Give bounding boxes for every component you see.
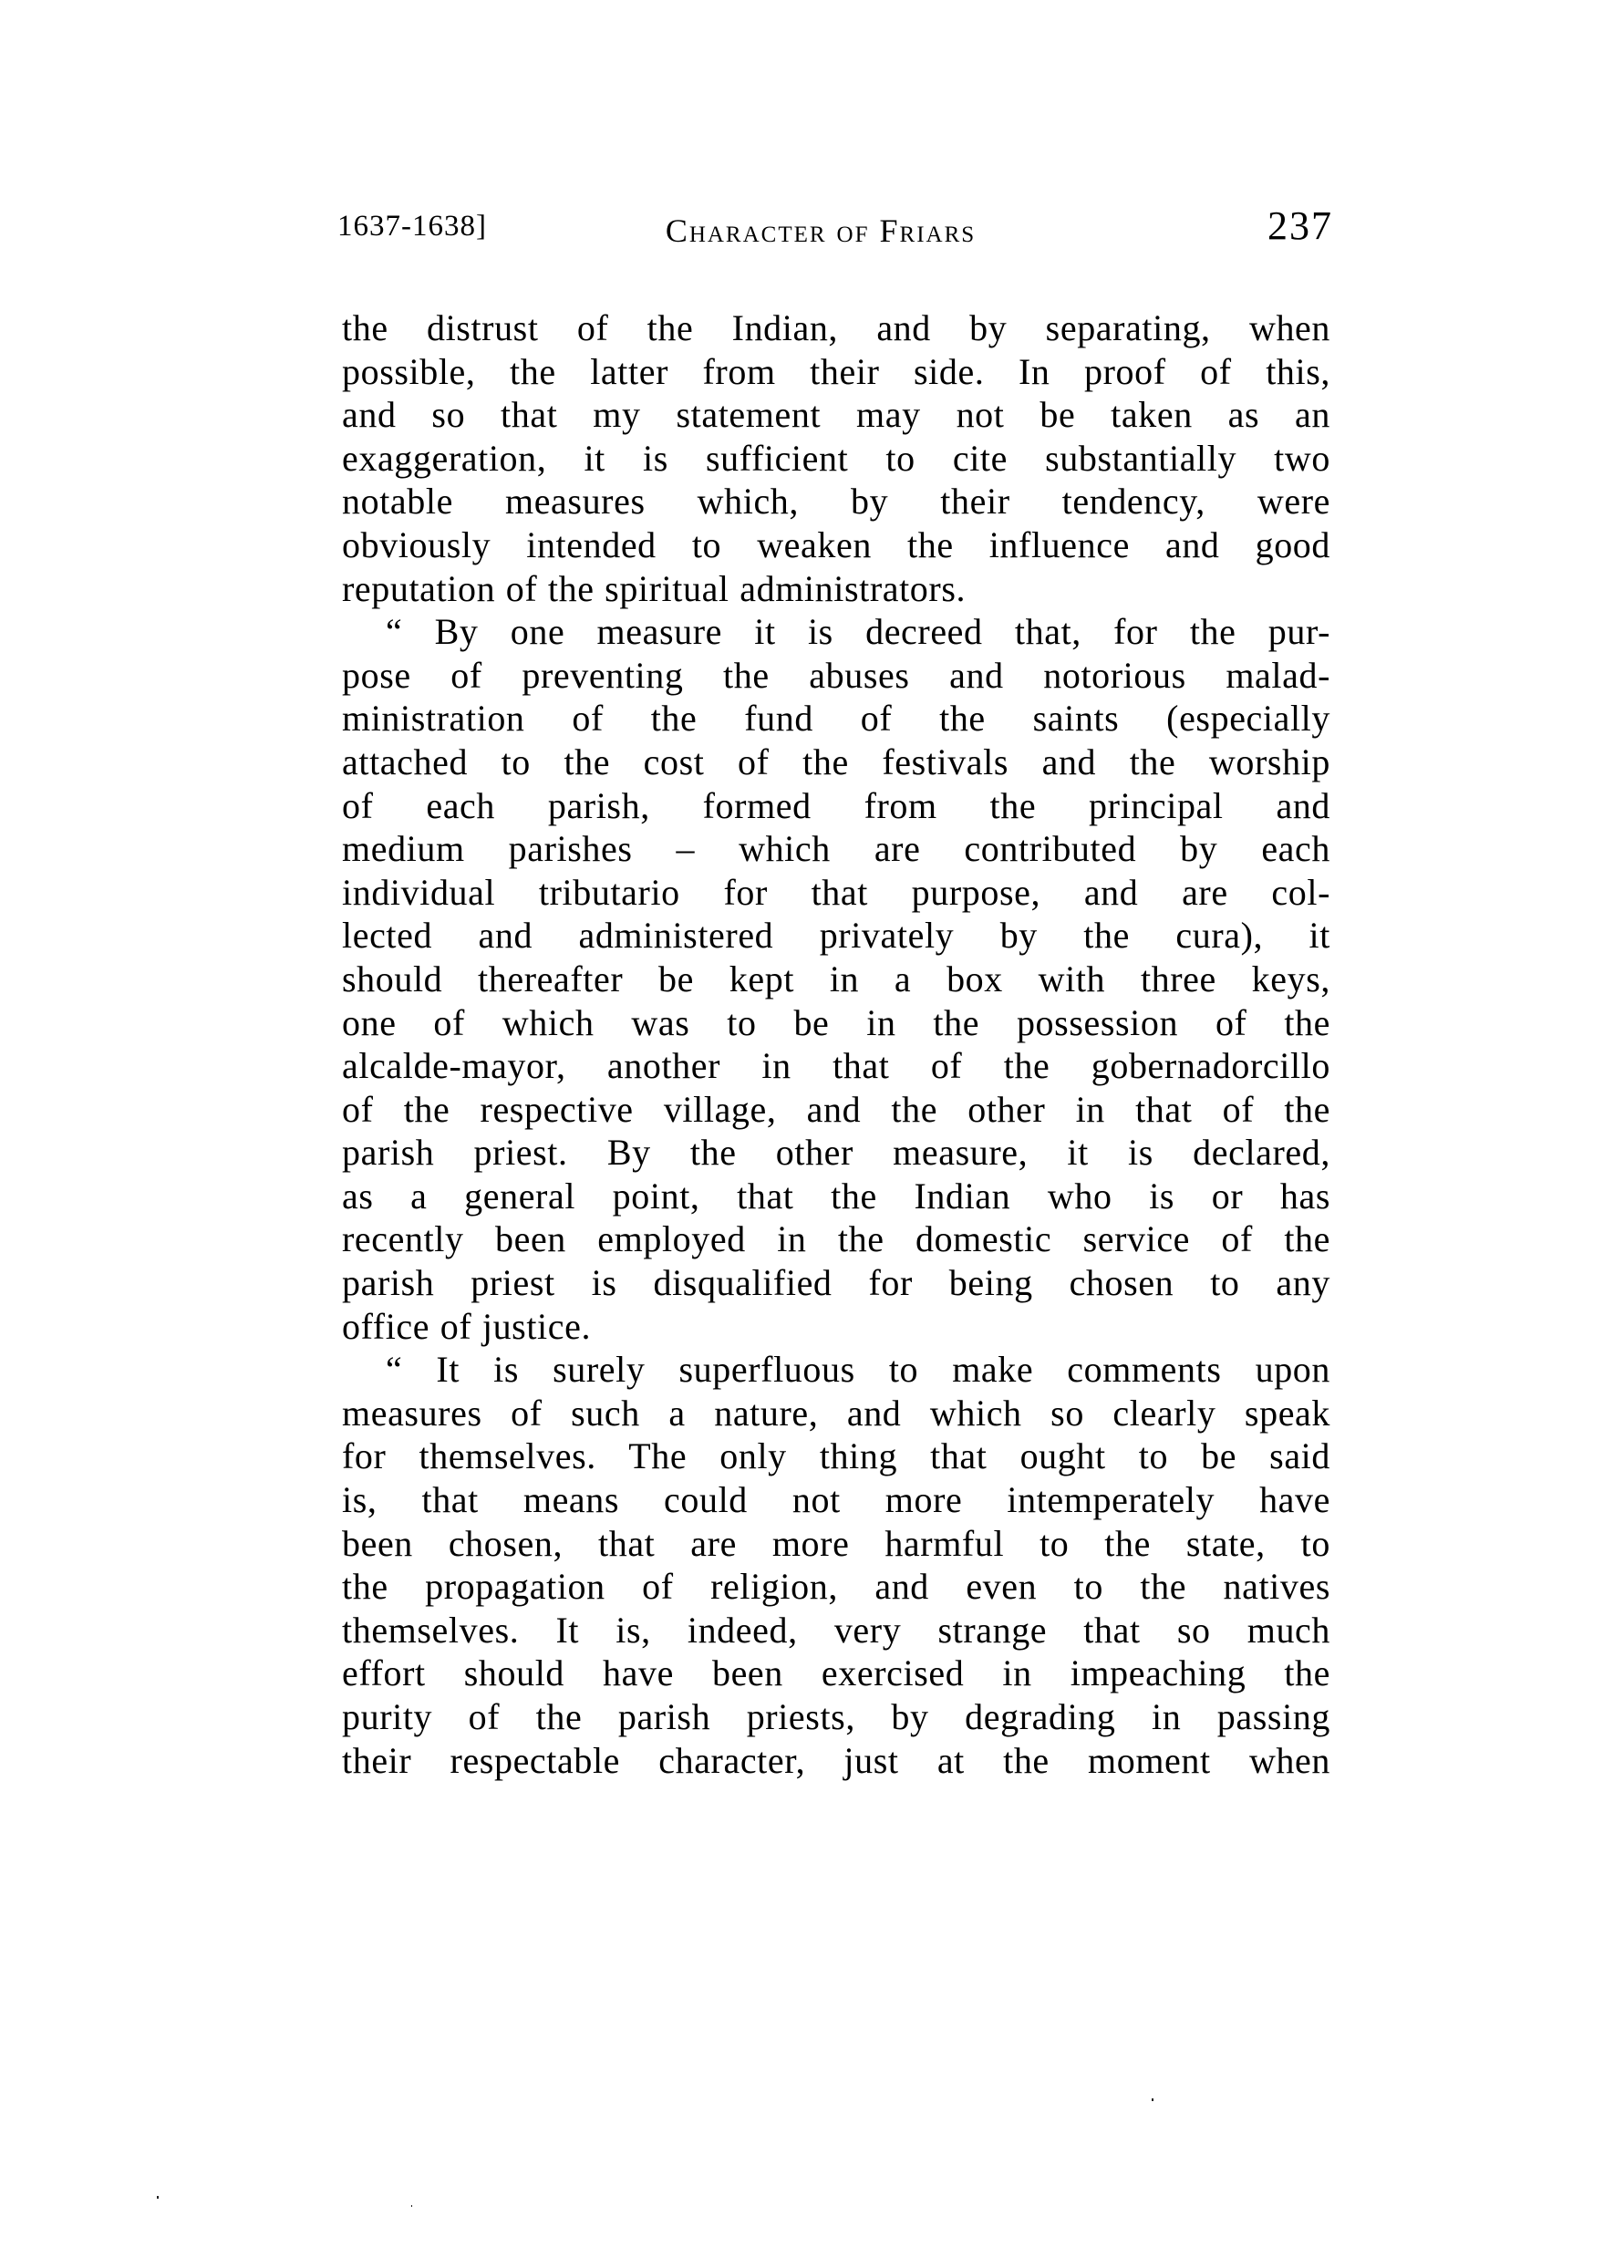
text-line: one of which was to be in the possession of the <box>342 1001 1330 1043</box>
text-line: parish priest. By the other measure, it is declared, <box>342 1132 1330 1174</box>
text-line: been chosen, that are more harmful to the state, to <box>342 1522 1330 1564</box>
text-line: “ By one measure it is decreed that, for the pur- <box>386 611 1330 653</box>
text-line: is, that means could not more intemperately have <box>342 1479 1330 1521</box>
text-line: obviously intended to weaken the influence and good <box>342 523 1330 565</box>
text-line: of the respective village, and the other in that of the <box>342 1088 1330 1130</box>
text-line: notable measures which, by their tendency, were <box>342 481 1330 523</box>
header-chapter-title: Character of Friars <box>665 212 977 249</box>
text-line: measures of such a nature, and which so clearly speak <box>342 1392 1330 1434</box>
body-text <box>342 306 1330 1782</box>
header-date-range: 1637-1638] <box>337 210 487 243</box>
text-line: alcalde-mayor, another in that of the gobernadorcillo <box>342 1045 1330 1087</box>
running-header <box>337 202 1333 254</box>
text-line: of each parish, formed from the principal and <box>342 784 1330 826</box>
text-line: parish priest is disqualified for being chosen to any <box>342 1262 1330 1304</box>
text-line: purity of the parish priests, by degrading in passing <box>342 1696 1330 1737</box>
text-line: reputation of the spiritual administrators. <box>342 567 967 609</box>
text-line: exaggeration, it is sufficient to cite substantially two <box>342 437 1330 479</box>
text-line: recently been employed in the domestic service of the <box>342 1218 1330 1260</box>
text-line: medium parishes – which are contributed by each <box>342 828 1330 870</box>
text-line: individual tributario for that purpose, and are col- <box>342 871 1330 913</box>
scan-speck <box>411 2205 412 2207</box>
text-line: the propagation of religion, and even to the natives <box>342 1566 1330 1608</box>
scan-speck <box>157 2196 159 2199</box>
text-line: office of justice. <box>342 1305 592 1347</box>
text-line: as a general point, that the Indian who is or has <box>342 1175 1330 1217</box>
text-line: effort should have been exercised in impeaching the <box>342 1652 1330 1694</box>
text-line: possible, the latter from their side. In proof of this, <box>342 350 1330 392</box>
text-line: should thereafter be kept in a box with three keys, <box>342 958 1330 999</box>
text-line: their respectable character, just at the moment when <box>342 1739 1330 1781</box>
text-line: and so that my statement may not be taken as an <box>342 394 1330 436</box>
text-line: attached to the cost of the festivals and the worship <box>342 740 1330 782</box>
text-line: the distrust of the Indian, and by separating, when <box>342 307 1330 348</box>
page-number: 237 <box>1267 203 1333 248</box>
text-line: ministration of the fund of the saints (especially <box>342 698 1330 740</box>
text-line: pose of preventing the abuses and notorious malad- <box>342 654 1330 696</box>
scan-speck <box>1152 2098 1153 2101</box>
text-line: “ It is surely superfluous to make comments upon <box>386 1349 1330 1391</box>
text-line: themselves. It is, indeed, very strange that so much <box>342 1609 1330 1651</box>
text-line: for themselves. The only thing that ought to be said <box>342 1435 1330 1477</box>
text-line: lected and administered privately by the cura), it <box>342 915 1330 957</box>
